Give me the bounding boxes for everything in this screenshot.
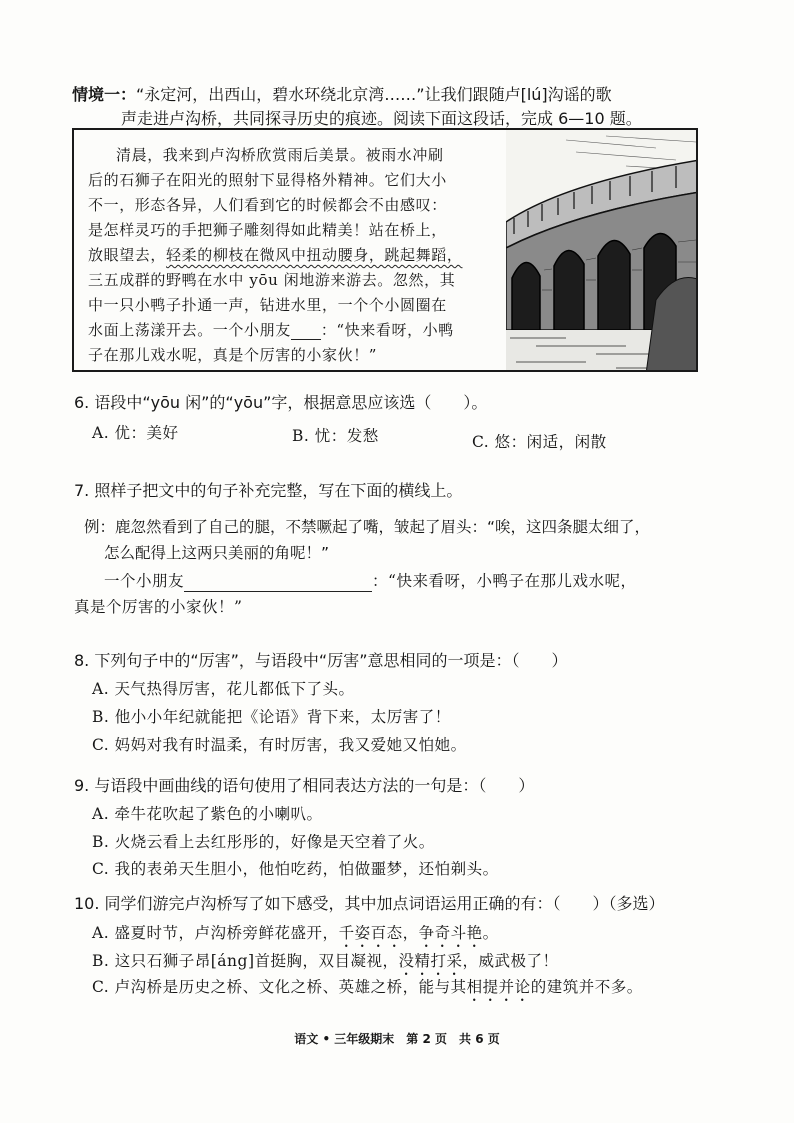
q8-option-b: B. 他小小年纪就能把《论语》背下来，太厉害了！ xyxy=(92,708,451,726)
q7-stem: 7. 照样子把文中的句子补充完整，写在下面的横线上。 xyxy=(74,481,463,500)
q10-a-text: ， xyxy=(402,924,419,942)
passage-line xyxy=(88,244,462,265)
passage-line: 清晨，我来到卢沟桥欣赏雨后美景。被雨水冲刷 xyxy=(116,146,444,164)
q10-c-text: 的建筑并不多。 xyxy=(530,978,643,996)
q7-answer-lead: 一个小朋友 xyxy=(104,572,185,590)
scenario-line-2: 声走进卢沟桥，共同探寻历史的痕迹。阅读下面这段话，完成 6—10 题。 xyxy=(121,109,642,128)
q7-answer-blank[interactable] xyxy=(184,575,372,592)
q10-option-c xyxy=(92,976,643,1005)
q10-a-text: 。 xyxy=(482,924,499,942)
passage-line xyxy=(88,319,454,340)
q10-b-text: ，威武极了！ xyxy=(462,952,559,970)
passage-line: 三五成群的野鸭在水中 yōu 闲地游来游去。忽然，其 xyxy=(88,271,456,289)
q6-option-c: C. 悠：闲适，闲散 xyxy=(472,433,607,451)
q10-option-a xyxy=(92,922,499,951)
q7-example-line-2: 怎么配得上这两只美丽的角呢！” xyxy=(104,544,330,562)
scenario-line-1 xyxy=(72,84,612,106)
q10-c-dotted-word: 相提并论 xyxy=(466,978,531,996)
wavy-underlined-sentence: 轻柔的柳枝在微风中扭动腰身，跳起舞蹈， xyxy=(166,246,463,264)
q8-option-a: A. 天气热得厉害，花儿都低下了头。 xyxy=(92,680,355,698)
q10-a-dotted-word-1: 千姿百态 xyxy=(338,924,403,942)
q10-option-b xyxy=(92,950,559,979)
q9-option-c: C. 我的表弟天生胆小，他怕吃药，怕做噩梦，还怕剃头。 xyxy=(92,860,499,878)
q10-b-text: B. 这只石狮子昂[áng]首挺胸，双目凝视， xyxy=(92,952,399,970)
q9-option-a: A. 牵牛花吹起了紫色的小喇叭。 xyxy=(92,805,323,823)
q8-stem: 8. 下列句子中的“厉害”，与语段中“厉害”意思相同的一项是：（ ） xyxy=(74,651,568,670)
q9-option-b: B. 火烧云看上去红彤彤的，好像是天空着了火。 xyxy=(92,833,435,851)
passage-text: 水面上荡漾开去。一个小朋友 xyxy=(88,321,291,339)
q10-a-text: A. 盛夏时节，卢沟桥旁鲜花盛开， xyxy=(92,924,339,942)
q6-option-b: B. 忧：发愁 xyxy=(292,427,379,445)
q7-answer-line xyxy=(104,570,636,592)
passage-text: ：“快来看呀，小鸭 xyxy=(320,321,454,339)
q6-stem: 6. 语段中“yōu 闲”的“yōu”字，根据意思应该选（ ）。 xyxy=(74,393,488,412)
q10-a-dotted-word-2: 争奇斗艳 xyxy=(418,924,483,942)
passage-line: 子在那儿戏水呢，真是个厉害的小家伙！” xyxy=(88,346,378,364)
q7-example-line-1: 例：鹿忽然看到了自己的腿，不禁噘起了嘴，皱起了眉头：“唉，这四条腿太细了， xyxy=(84,518,651,536)
reading-passage-box xyxy=(72,128,698,372)
passage-line: 中一只小鸭子扑通一声，钻进水里，一个个小圆圈在 xyxy=(88,296,447,314)
passage-blank xyxy=(291,325,321,340)
passage-line: 不一，形态各异，人们看到它的时候都会不由感叹： xyxy=(88,196,447,214)
passage-line: 是怎样灵巧的手把狮子雕刻得如此精美！站在桥上， xyxy=(88,221,447,239)
page-footer: 语文 • 三年级期末 第 2 页 共 6 页 xyxy=(294,1032,500,1046)
passage-text: 放眼望去， xyxy=(88,246,167,264)
q10-c-text: C. 卢沟桥是历史之桥、文化之桥、英雄之桥，能与其 xyxy=(92,978,467,996)
scenario-label: 情境一： xyxy=(72,85,137,104)
q6-option-a: A. 优：美好 xyxy=(92,424,179,442)
q8-option-c: C. 妈妈对我有时温柔，有时厉害，我又爱她又怕她。 xyxy=(92,736,467,754)
lugou-bridge-illustration xyxy=(506,130,698,372)
scenario-text-1: “永定河，出西山，碧水环绕北京湾……”让我们跟随卢[lú]沟谣的歌 xyxy=(136,85,612,104)
q10-b-dotted-word: 没精打采 xyxy=(398,952,463,970)
q9-stem: 9. 与语段中画曲线的语句使用了相同表达方法的一句是：（ ） xyxy=(74,776,535,795)
q7-answer-rest: ：“快来看呀，小鸭子在那儿戏水呢， xyxy=(372,572,637,590)
passage-line: 后的石狮子在阳光的照射下显得格外精神。它们大小 xyxy=(88,171,447,189)
q10-stem: 10. 同学们游完卢沟桥写了如下感受，其中加点词语运用正确的有：（ ）（多选） xyxy=(74,894,665,913)
q7-answer-line-2: 真是个厉害的小家伙！” xyxy=(74,598,243,616)
